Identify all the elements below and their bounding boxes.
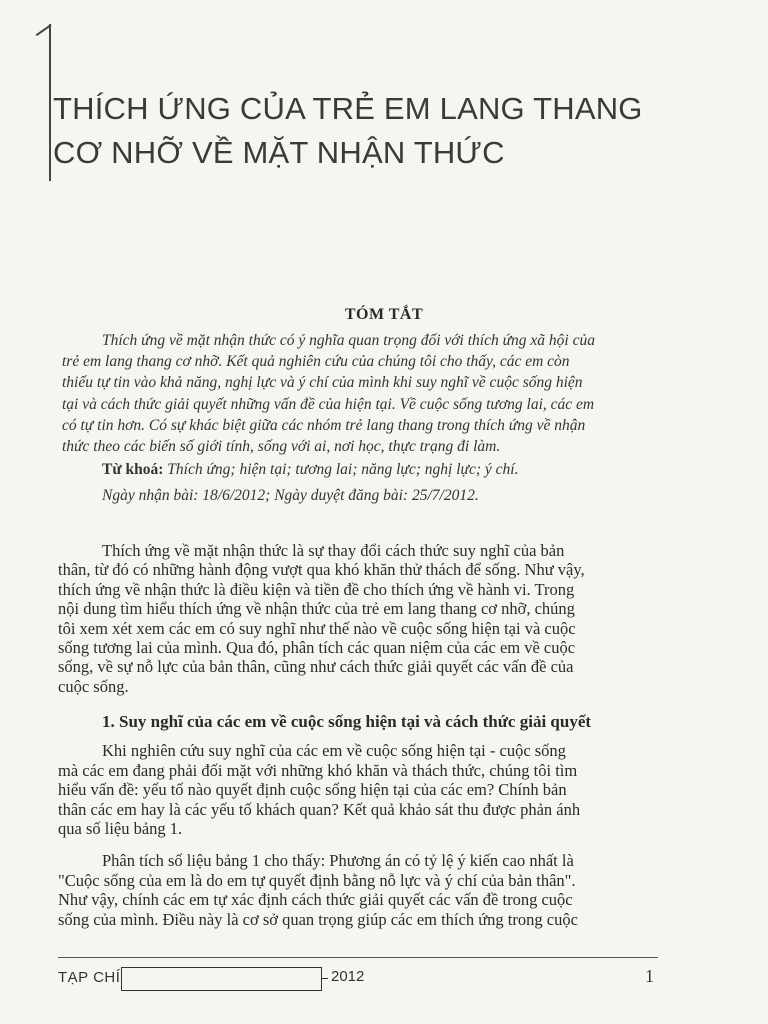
section-1-paragraph-1 <box>58 741 698 839</box>
intro-line: cuộc sống. <box>58 676 129 696</box>
submission-dates: Ngày nhận bài: 18/6/2012; Ngày duyệt đăng bài: 25/7/2012. <box>102 487 479 504</box>
abstract-line: Thích ứng về mặt nhận thức có ý nghĩa quan trọng đối với thích ứng xã hội của <box>102 332 595 349</box>
intro-line: thân, từ đó có những hành động vượt qua khó khăn thử thách để sống. Như vậy, <box>58 560 585 580</box>
keywords-label: Từ khoá: <box>102 461 164 478</box>
intro-line: Thích ứng về mặt nhận thức là sự thay đổi cách thức suy nghĩ của bản <box>102 541 565 560</box>
section-1-paragraph-2 <box>58 851 698 929</box>
paragraph-line: Như vậy, chính các em tự xác định cách thức giải quyết các vấn đề trong cuộc <box>58 890 573 910</box>
intro-line: sống, về sự nỗ lực của bản thân, cũng như cách thức giải quyết các vấn đề của <box>58 657 574 677</box>
title-line-2: CƠ NHỠ VỀ MẶT NHẬN THỨC <box>53 135 505 170</box>
footer-dash <box>322 978 328 979</box>
paragraph-line: thân các em hay là các yếu tố khách quan? Kết quả khảo sát thu được phản ánh <box>58 799 581 819</box>
paragraph-line: qua số liệu bảng 1. <box>58 819 183 839</box>
intro-line: tôi xem xét xem các em có suy nghĩ như thế nào về cuộc sống hiện tại và cuộc <box>58 618 576 638</box>
article-title <box>53 87 673 175</box>
abstract-heading: TÓM TẮT <box>344 306 424 323</box>
paragraph-line: Khi nghiên cứu suy nghĩ của các em về cuộc sống hiện tại - cuộc sống <box>102 741 566 760</box>
paragraph-line: hiểu vấn đề: yếu tố nào quyết định cuộc sống hiện tại của các em? Chính bản <box>58 780 567 800</box>
page-number: 1 <box>645 966 654 986</box>
keywords-value: Thích ứng; hiện tại; tương lai; năng lực; nghị lực; ý chí. <box>167 461 519 478</box>
intro-line: thích ứng về nhận thức là điều kiện và tiền đề cho thích ứng về hành vi. Trong <box>58 579 575 599</box>
title-decoration-line <box>49 24 51 181</box>
footer-divider <box>58 957 658 958</box>
keywords <box>102 461 518 479</box>
abstract-line: thức theo các biến số giới tính, sống với ai, nơi học, thực trạng đi làm. <box>62 438 501 456</box>
paragraph-line: sống của mình. Điều này là cơ sở quan trọng giúp các em thích ứng trong cuộc <box>58 909 578 929</box>
abstract-line: trẻ em lang thang cơ nhỡ. Kết quả nghiên cứu của chúng tôi cho thấy, các em còn <box>62 353 570 371</box>
paragraph-line: Phân tích số liệu bảng 1 cho thấy: Phương án có tỷ lệ ý kiến cao nhất là <box>102 851 574 870</box>
footer-year: 2012 <box>331 968 365 985</box>
title-line-1: THÍCH ỨNG CỦA TRẺ EM LANG THANG <box>53 91 643 126</box>
abstract-line: có tự tin hơn. Có sự khác biệt giữa các nhóm trẻ lang thang trong thích ứng về nhận <box>62 416 586 434</box>
abstract-text <box>62 330 690 457</box>
abstract-line: thiếu tự tin vào khả năng, nghị lực và ý chí của mình khi suy nghĩ về cuộc sống hiện <box>62 374 583 392</box>
intro-line: nội dung tìm hiểu thích ứng về nhận thức của trẻ em lang thang cơ nhỡ, chúng <box>58 599 575 619</box>
footer-journal-box <box>121 967 322 991</box>
abstract-line: tại và cách thức giải quyết những vấn đề của hiện tại. Về cuộc sống tương lai, các em <box>62 395 595 413</box>
paragraph-line: mà các em đang phải đối mặt với những khó khăn và thách thức, chúng tôi tìm <box>58 760 578 780</box>
intro-line: sống tương lai của mình. Qua đó, phân tích các quan niệm của các em về cuộc <box>58 638 576 658</box>
section-1-heading: 1. Suy nghĩ của các em về cuộc sống hiện tại và cách thức giải quyết <box>102 712 592 731</box>
footer-journal-name: TẠP CHÍ <box>58 969 121 986</box>
intro-paragraph <box>58 541 698 696</box>
paragraph-line: "Cuộc sống của em là do em tự quyết định bằng nỗ lực và ý chí của bản thân". <box>58 870 576 890</box>
